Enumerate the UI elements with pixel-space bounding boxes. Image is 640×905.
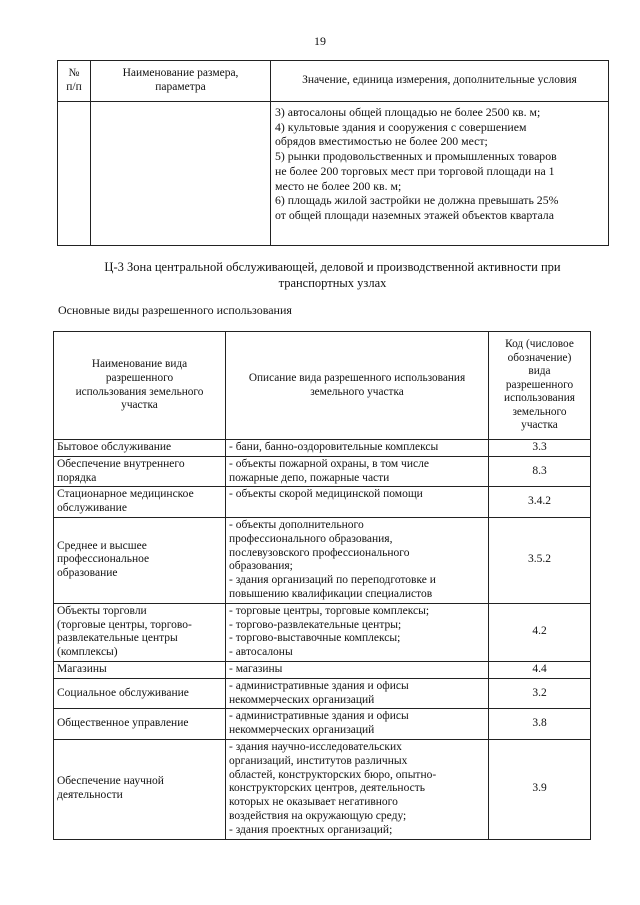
use-description-cell	[226, 603, 489, 661]
header-use-name-line: разрешенного	[105, 371, 174, 384]
use-name-line: (комплексы)	[57, 646, 118, 659]
header-use-name	[54, 332, 226, 440]
use-name-cell	[54, 517, 226, 603]
use-description-line: - объекты пожарной охраны, в том числе	[229, 457, 429, 470]
use-description-cell	[226, 440, 489, 457]
header-use-code-line: земельного	[512, 405, 567, 418]
use-name-cell	[54, 456, 226, 487]
use-description-line: - торгово-развлекательные центры;	[229, 618, 402, 631]
use-description-line: - торговые центры, торговые комплексы;	[229, 604, 430, 617]
parameter-value-line: место не более 200 кв. м;	[275, 178, 402, 193]
use-name-cell	[54, 661, 226, 678]
permitted-use-row	[54, 487, 591, 518]
header-value: Значение, единица измерения, дополнительные условия	[271, 61, 609, 102]
use-description-line: - бани, банно-оздоровительные комплексы	[229, 441, 439, 453]
header-use-code-line: разрешенного	[505, 378, 574, 391]
permitted-use-row	[54, 709, 591, 740]
use-description-cell	[226, 739, 489, 839]
permitted-use-row	[54, 678, 591, 709]
use-description-line: которых не оказывает негативного	[229, 796, 398, 809]
use-name-line: Среднее и высшее	[57, 539, 147, 552]
use-name-line: деятельности	[57, 789, 123, 802]
header-use-code-line: обозначение)	[507, 351, 572, 364]
permitted-use-row	[54, 456, 591, 487]
use-description-line: послевузовского профессионального	[229, 546, 410, 559]
use-name-line: Объекты торговли	[57, 604, 147, 617]
header-use-name-line: использования земельного	[75, 385, 204, 398]
use-name-line: (торговые центры, торгово-	[57, 618, 192, 631]
use-name-line: образование	[57, 567, 118, 580]
parameter-value-line: 4) культовые здания и сооружения с совершением	[275, 119, 527, 134]
permitted-uses-table	[53, 331, 591, 840]
use-name-line: Общественное управление	[57, 717, 189, 730]
use-description-cell	[226, 678, 489, 709]
use-name-cell	[54, 440, 226, 457]
use-name-line: Обеспечение научной	[57, 775, 164, 788]
header-number-line-2: п/п	[66, 81, 82, 93]
use-description-line: областей, конструкторских бюро, опытно-	[229, 768, 437, 781]
zone-title	[70, 259, 595, 292]
use-code-cell: 4.4	[489, 661, 591, 678]
use-description-line: организаций, институтов различных	[229, 754, 408, 767]
use-description-cell	[226, 517, 489, 603]
header-use-name-line: Наименование вида	[91, 358, 188, 371]
zone-title-line-2: транспортных узлах	[278, 276, 387, 291]
use-description-line: - объекты дополнительного	[229, 518, 364, 531]
header-use-code	[489, 332, 591, 440]
header-use-description-line: земельного участка	[310, 385, 404, 398]
use-description-line: конструкторских центров, деятельность	[229, 782, 425, 795]
use-name-cell	[54, 603, 226, 661]
use-code-cell: 3.3	[489, 440, 591, 457]
use-name-line: обслуживание	[57, 502, 127, 515]
permitted-use-row	[54, 440, 591, 457]
use-code-cell: 3.8	[489, 709, 591, 740]
header-number-line-1: №	[68, 67, 80, 80]
parameters-table-header	[58, 61, 609, 102]
use-description-line: некоммерческих организаций	[229, 693, 375, 706]
use-description-line: - здания научно-исследовательских	[229, 740, 402, 753]
permitted-uses-body	[54, 440, 591, 840]
parameters-table	[57, 60, 609, 246]
use-name-cell	[54, 739, 226, 839]
header-use-code-line: Код (числовое	[505, 338, 574, 351]
header-parameter-name-line-1: Наименование размера,	[122, 67, 239, 80]
header-parameter-name-line-2: параметра	[155, 81, 206, 93]
use-description-line: - торгово-выставочные комплексы;	[229, 632, 401, 645]
use-code-cell: 3.2	[489, 678, 591, 709]
permitted-use-row	[54, 517, 591, 603]
use-description-line: - административные здания и офисы	[229, 710, 409, 723]
use-description-line: профессионального образования,	[229, 532, 393, 545]
zone-title-line-1: Ц-3 Зона центральной обслуживающей, деловой и производственной активности при	[104, 260, 561, 274]
use-name-line: профессиональное	[57, 553, 150, 566]
header-use-code-line: вида	[528, 365, 551, 378]
use-description-line: воздействия на окружающую среду;	[229, 809, 407, 822]
use-description-line: образования;	[229, 560, 293, 573]
use-description-line: некоммерческих организаций	[229, 724, 375, 737]
header-number	[58, 61, 91, 102]
header-use-name-line: участка	[121, 399, 158, 412]
use-description-cell	[226, 456, 489, 487]
parameter-number-cell	[58, 102, 91, 246]
parameter-value-line: 6) площадь жилой застройки не должна превышать 25%	[275, 193, 559, 208]
header-use-description-line: Описание вида разрешенного использования	[248, 371, 466, 384]
page-number: 19	[314, 34, 326, 48]
use-name-line: порядка	[57, 471, 97, 484]
use-description-line: - здания организаций по переподготовке и	[229, 574, 436, 587]
use-name-line: Бытовое обслуживание	[57, 441, 172, 453]
use-name-line: Социальное обслуживание	[57, 686, 189, 699]
permitted-uses-header	[54, 332, 591, 440]
parameter-value-cell	[271, 102, 609, 246]
parameters-row	[58, 102, 609, 246]
header-use-code-line: участка	[521, 419, 558, 432]
use-description-line: повышению квалификации специалистов	[229, 587, 433, 600]
use-description-line: пожарные депо, пожарные части	[229, 471, 390, 484]
use-code-cell: 4.2	[489, 603, 591, 661]
header-use-code-line: использования	[504, 392, 575, 405]
use-name-cell	[54, 709, 226, 740]
permitted-use-row	[54, 739, 591, 839]
use-name-line: развлекательные центры	[57, 632, 178, 645]
use-description-line: - магазины	[229, 662, 283, 675]
use-description-line: - административные здания и офисы	[229, 679, 409, 692]
use-name-cell	[54, 678, 226, 709]
header-use-description	[226, 332, 489, 440]
parameter-value-line: обрядов вместимостью не более 200 мест;	[275, 134, 488, 149]
use-code-cell: 3.4.2	[489, 487, 591, 518]
use-description-cell	[226, 487, 489, 518]
use-description-line: - автосалоны	[229, 646, 293, 659]
header-parameter-name	[91, 61, 271, 102]
use-name-cell	[54, 487, 226, 518]
parameter-value-line: не более 200 торговых мест при торговой площади на 1	[275, 163, 555, 178]
use-code-cell: 3.5.2	[489, 517, 591, 603]
use-name-line: Стационарное медицинское	[57, 488, 194, 501]
section-label: Основные виды разрешенного использования	[58, 303, 292, 317]
parameter-name-cell	[91, 102, 271, 246]
use-name-line: Обеспечение внутреннего	[57, 457, 185, 470]
permitted-use-row	[54, 661, 591, 678]
use-description-cell	[226, 709, 489, 740]
use-code-cell: 8.3	[489, 456, 591, 487]
use-code-cell: 3.9	[489, 739, 591, 839]
parameter-value-line: 5) рынки продовольственных и промышленных товаров	[275, 149, 557, 164]
use-description-line: - объекты скорой медицинской помощи	[229, 488, 423, 501]
parameter-value-line: 3) автосалоны общей площадью не более 2500 кв. м;	[275, 105, 541, 119]
use-description-line: - здания проектных организаций;	[229, 823, 393, 836]
use-description-cell	[226, 661, 489, 678]
use-name-line: Магазины	[57, 662, 107, 675]
parameter-value-line: от общей площади наземных этажей объектов квартала	[275, 208, 554, 223]
permitted-use-row	[54, 603, 591, 661]
